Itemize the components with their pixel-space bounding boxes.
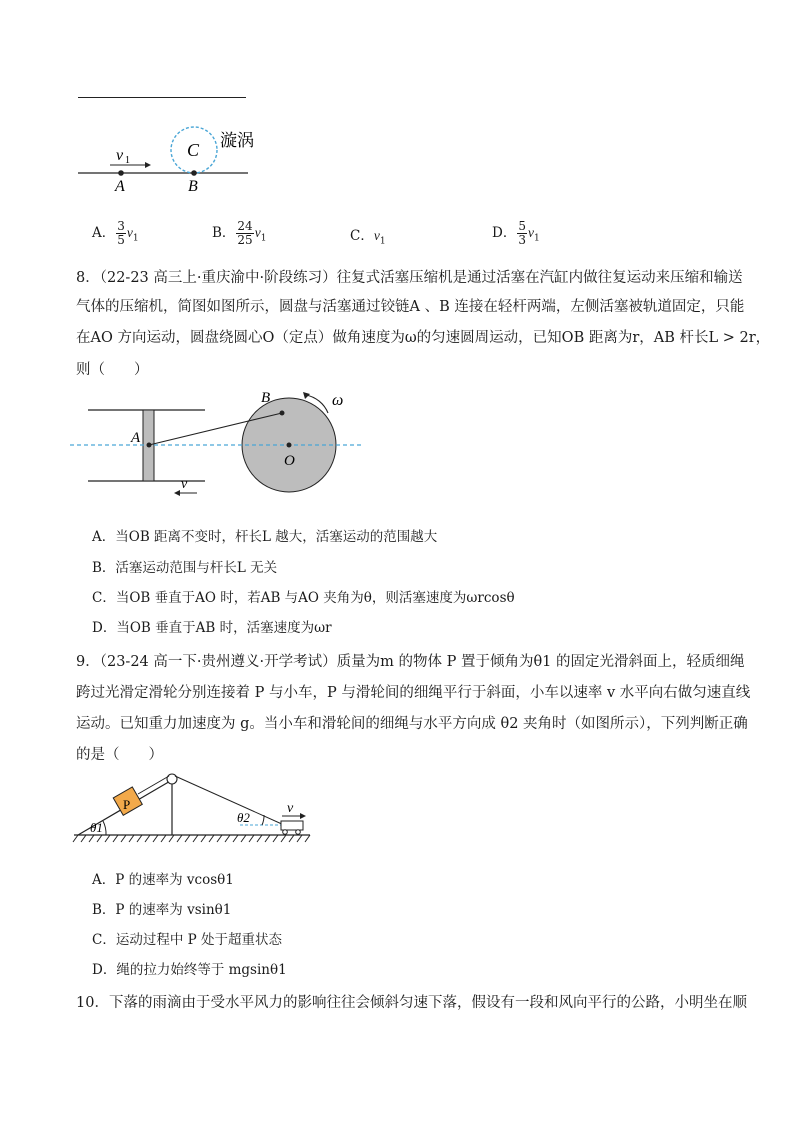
q7-option-b[interactable]: B． $\frac{24}{25}$ $v_1$ xyxy=(212,219,267,247)
q8-option-c[interactable]: C．当OB 垂直于AO 时，若AB 与AO 夹角为θ，则活塞速度为ωrcosθ xyxy=(92,590,515,606)
q8-option-d[interactable]: D．当OB 垂直于AB 时，活塞速度为ωr xyxy=(92,620,332,636)
vortex-label: 漩涡 xyxy=(220,131,254,150)
point-b: B xyxy=(188,178,198,195)
theta1-label: θ1 xyxy=(90,820,103,835)
q8-stem-line-1: 8．（22-23 高三上·重庆渝中·阶段练习）往复式活塞压缩机是通过活塞在汽缸内做往复运动来压缩和输送 xyxy=(76,270,743,286)
omega-label: ω xyxy=(332,392,344,409)
q8-stem-line-4: 则（ ） xyxy=(76,362,149,378)
q9-stem-line-4: 的是（ ） xyxy=(76,747,163,763)
incline-figure xyxy=(70,768,330,853)
q7-option-c[interactable]: C．$v_1$ xyxy=(350,228,386,247)
q8-option-b[interactable]: B．活塞运动范围与杆长L 无关 xyxy=(92,560,278,576)
q9-option-b[interactable]: B．P 的速率为 vsinθ1 xyxy=(92,902,232,918)
q9-option-c[interactable]: C．运动过程中 P 处于超重状态 xyxy=(92,932,282,948)
q10-stem-line-1: 10．下落的雨滴由于受水平风力的影响往往会倾斜匀速下落，假设有一段和风向平行的公路，小明坐在顺 xyxy=(76,995,747,1011)
joint-b: B xyxy=(261,390,271,406)
joint-a: A xyxy=(131,430,141,446)
cart-velocity-label: v xyxy=(287,801,294,816)
q8-stem-line-3: 在AO 方向运动，圆盘绕圆心O（定点）做角速度为ω的匀速圆周运动，已知OB 距离为r，AB 杆长L > 2r， xyxy=(76,330,771,346)
point-a: A xyxy=(115,178,125,195)
piston-velocity-label: v xyxy=(181,477,188,492)
q9-stem-line-1: 9．（23-24 高一下·贵州遵义·开学考试）质量为m 的物体 P 置于倾角为θ1 的固定光滑斜面上，轻质细绳 xyxy=(76,654,745,670)
velocity-label: v xyxy=(116,147,124,164)
center-o: O xyxy=(284,453,295,469)
block-p: P xyxy=(123,797,131,812)
q9-stem-line-2: 跨过光滑定滑轮分别连接着 P 与小车，P 与滑轮间的细绳平行于斜面，小车以速率 v 水平向右做匀速直线 xyxy=(76,685,751,701)
velocity-subscript: 1 xyxy=(125,155,130,166)
q7-option-d[interactable]: D． $\frac{5}{3}$ $v_1$ xyxy=(492,219,540,247)
vortex-figure xyxy=(70,118,290,198)
piston-figure xyxy=(70,385,370,500)
theta2-label: θ2 xyxy=(237,810,250,825)
q9-option-a[interactable]: A．P 的速率为 vcosθ1 xyxy=(92,872,234,888)
q8-stem-line-2: 气体的压缩机，简图如图所示，圆盘与活塞通过铰链A 、B 连接在轻杆两端，左侧活塞被轨道固定，只能 xyxy=(76,299,745,315)
top-rule xyxy=(78,97,246,98)
q8-option-a[interactable]: A．当OB 距离不变时，杆长L 越大，活塞运动的范围越大 xyxy=(92,529,438,545)
center-c: C xyxy=(187,140,200,160)
q7-option-a[interactable]: A． $\frac{3}{5}$ $v_1$ xyxy=(92,219,139,247)
q9-option-d[interactable]: D．绳的拉力始终等于 mgsinθ1 xyxy=(92,962,287,978)
q9-stem-line-3: 运动。已知重力加速度为 g。当小车和滑轮间的细绳与水平方向成 θ2 夹角时（如图所示），下列判断正确 xyxy=(76,716,748,732)
